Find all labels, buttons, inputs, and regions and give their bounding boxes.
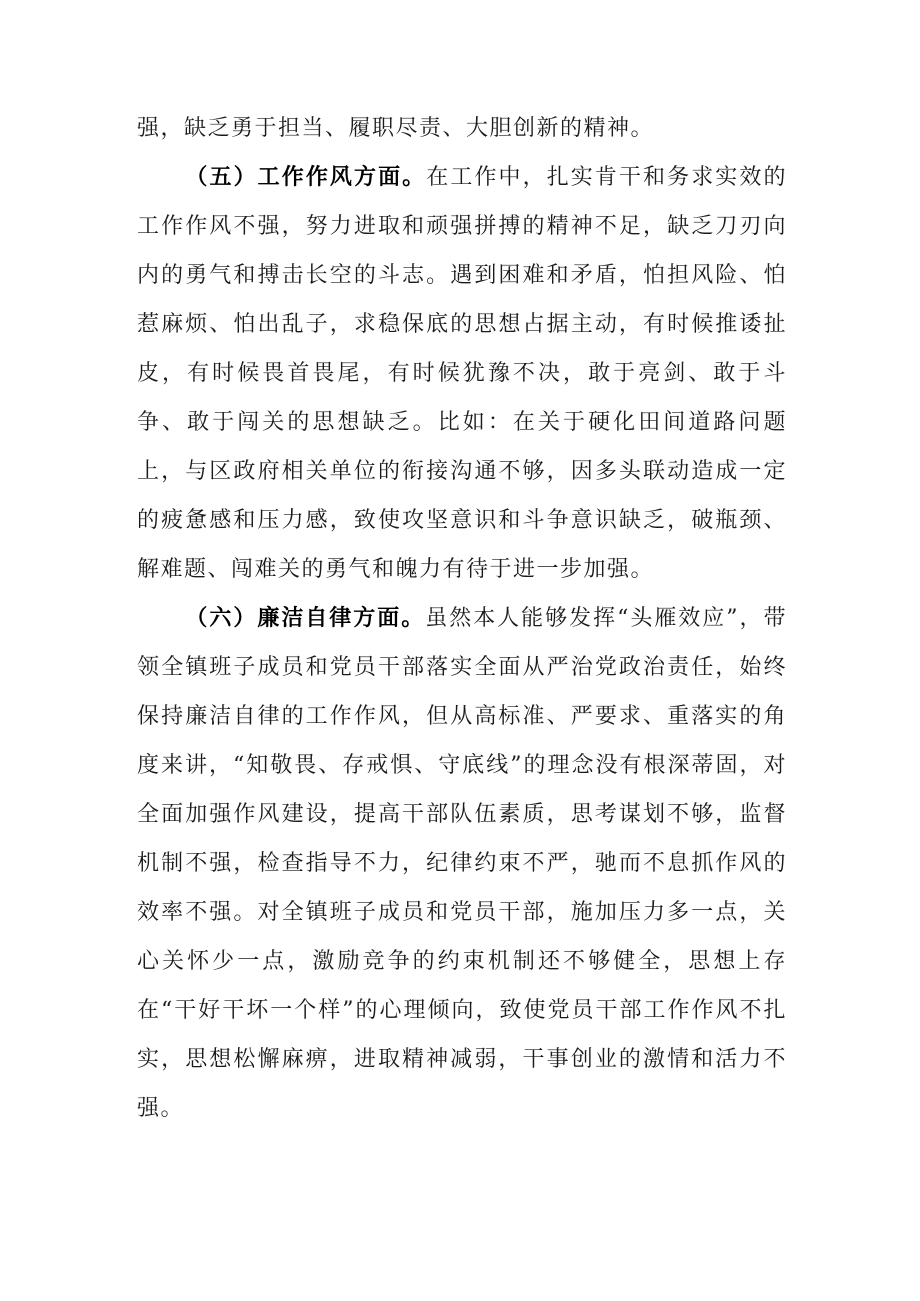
- paragraph-text: 虽然本人能够发挥“头雁效应”，带领全镇班子成员和党员干部落实全面从严治党政治责任，始终保持廉洁自律的工作作风，但从高标准、严要求、重落实的角度来讲，“知敬畏、存戒惧、守底线”的理念没有根深蒂固，对全面加强作风建设，提高干部队伍素质，思考谋划不够，监督机制不强，检查指导不力，纪律约束不严，驰而不息抓作风的效率不强。对全镇班子成员和党员干部，施加压力多一点，关心关怀少一点，激励竞争的约束机制还不够健全，思想上存在“干好干坏一个样”的心理倾向，致使党员干部工作作风不扎实，思想松懈麻痹，进取精神减弱，干事创业的激情和活力不强。: [137, 606, 787, 1121]
- document-body: [137, 104, 787, 1133]
- section-heading-integrity: （六）廉洁自律方面。: [185, 605, 426, 631]
- paragraph-continuation: [137, 104, 787, 153]
- paragraph-integrity: [137, 594, 787, 1133]
- paragraph-text: 强，缺乏勇于担当、履职尽责、大胆创新的精神。: [137, 116, 655, 141]
- paragraph-work-style: [137, 153, 787, 594]
- section-heading-work-style: （五）工作作风方面。: [185, 164, 427, 190]
- paragraph-text: 在工作中，扎实肯干和务求实效的工作作风不强，努力进取和顽强拼搏的精神不足，缺乏刀刃向内的勇气和搏击长空的斗志。遇到困难和矛盾，怕担风险、怕惹麻烦、怕出乱子，求稳保底的思想占据主动，有时候推诿扯皮，有时候畏首畏尾，有时候犹豫不决，敢于亮剑、敢于斗争、敢于闯关的思想缺乏。比如：在关于硬化田间道路问题上，与区政府相关单位的衔接沟通不够，因多头联动造成一定的疲惫感和压力感，致使攻坚意识和斗争意识缺乏，破瓶颈、解难题、闯难关的勇气和魄力有待于进一步加强。: [137, 165, 787, 582]
